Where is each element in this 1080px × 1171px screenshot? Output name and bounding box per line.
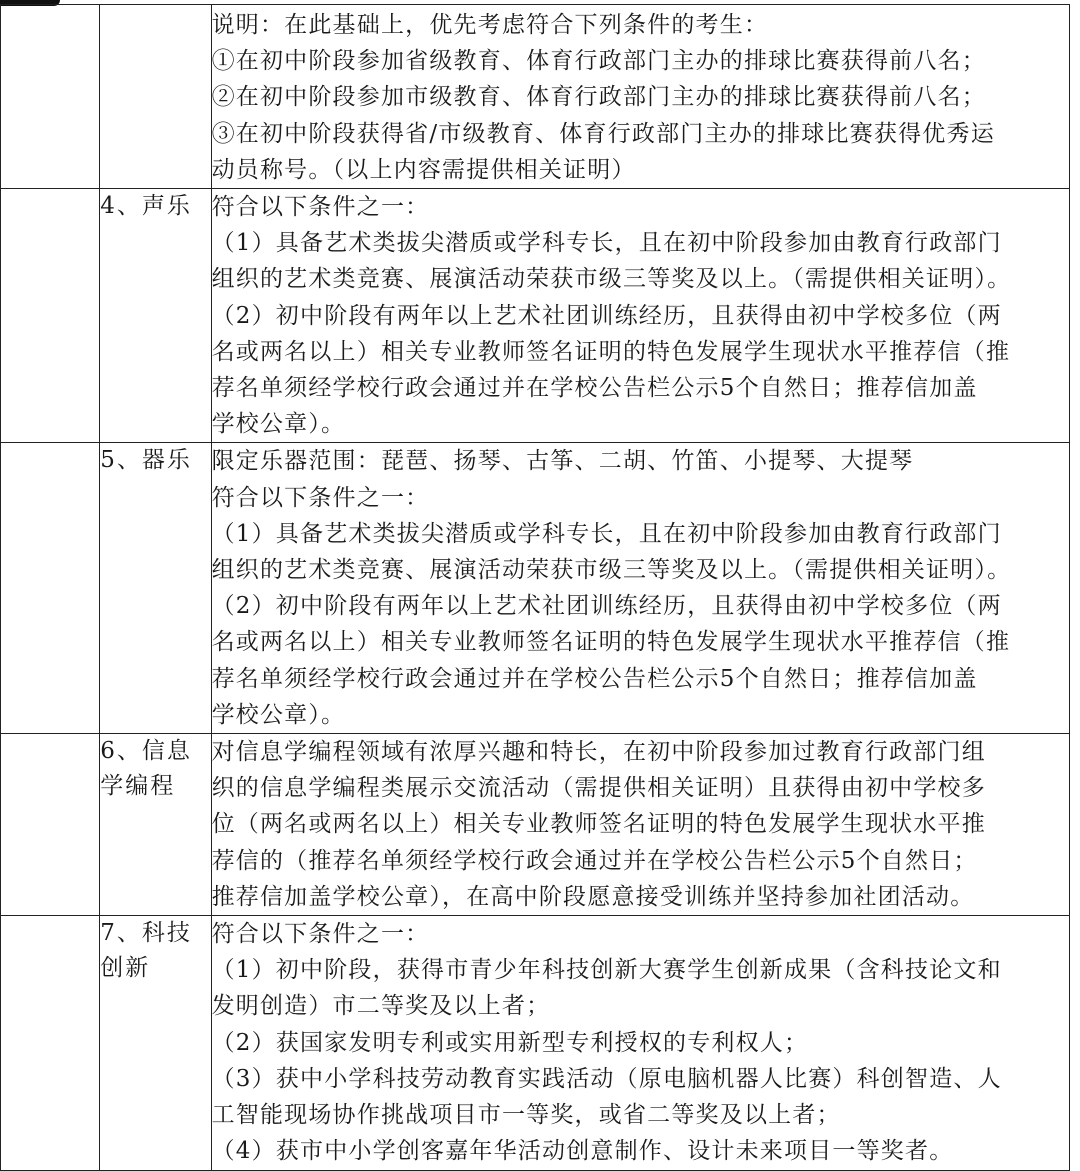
category-cell (100, 916, 211, 1170)
table-row (1, 443, 1070, 734)
criteria-table (0, 4, 1070, 1171)
requirement-line: 名或两名以上）相关专业教师签名证明的特色发展学生现状水平推荐信（推 (211, 338, 1011, 365)
table-row (1, 189, 1070, 443)
category-label: 5、器乐 (100, 447, 192, 474)
requirement-line: 限定乐器范围：琵琶、扬琴、古筝、二胡、竹笛、小提琴、大提琴 (211, 448, 914, 475)
requirement-line: 动员称号。（以上内容需提供相关证明） (211, 156, 636, 183)
requirement-line: 对信息学编程领域有浓厚兴趣和特长，在初中阶段参加过教育行政部门组 (211, 739, 986, 766)
requirement-line: 符合以下条件之一： (211, 484, 430, 511)
requirement-line: ①在初中阶段参加省级教育、体育行政部门主办的排球比赛获得前八名； (211, 48, 986, 75)
category-cell (100, 189, 211, 443)
requirements-cell (211, 443, 1069, 734)
requirements-cell (211, 734, 1069, 916)
category-label: 4、声乐 (100, 193, 192, 220)
table-row (1, 5, 1070, 189)
requirement-line: （4）获市中小学创客嘉年华活动创意制作、设计未来项目一等奖者。 (211, 1138, 954, 1165)
requirement-line: （1）初中阶段，获得市青少年科技创新大赛学生创新成果（含科技论文和 (211, 957, 1002, 984)
category-cell (100, 5, 211, 189)
category-cell (100, 734, 211, 916)
requirement-line: （1）具备艺术类拔尖潜质或学科专长，且在初中阶段参加由教育行政部门 (211, 230, 1002, 257)
blank-column-cell (1, 5, 100, 189)
category-label: 6、信息学编程 (100, 738, 192, 800)
table-row (1, 916, 1070, 1170)
requirement-line: （1）具备艺术类拔尖潜质或学科专长，且在初中阶段参加由教育行政部门 (211, 520, 1002, 547)
blank-column-cell (1, 734, 100, 916)
requirement-line: 组织的艺术类竞赛、展演活动荣获市级三等奖及以上。（需提供相关证明）。 (211, 266, 1012, 293)
requirement-line: 符合以下条件之一： (211, 921, 430, 948)
requirement-line: 名或两名以上）相关专业教师签名证明的特色发展学生现状水平推荐信（推 (211, 629, 1011, 656)
requirement-line: 发明创造）市二等奖及以上者； (211, 993, 551, 1020)
requirement-line: （2）获国家发明专利或实用新型专利授权的专利权人； (211, 1029, 809, 1056)
requirement-line: 位（两名或两名以上）相关专业教师签名证明的特色发展学生现状水平推 (211, 811, 986, 838)
requirements-cell (211, 189, 1069, 443)
requirement-line: 组织的艺术类竞赛、展演活动荣获市级三等奖及以上。（需提供相关证明）。 (211, 557, 1012, 584)
blank-column-cell (1, 443, 100, 734)
category-label: 7、科技创新 (100, 920, 192, 982)
requirement-line: 学校公章）。 (211, 701, 346, 728)
requirement-line: ③在初中阶段获得省/市级教育、体育行政部门主办的排球比赛获得优秀运 (211, 120, 995, 147)
requirements-cell (211, 916, 1069, 1170)
requirement-line: （2）初中阶段有两年以上艺术社团训练经历，且获得由初中学校多位（两 (211, 302, 1002, 329)
table-row (1, 734, 1070, 916)
requirement-line: ②在初中阶段参加市级教育、体育行政部门主办的排球比赛获得前八名； (211, 84, 986, 111)
requirement-line: （3）获中小学科技劳动教育实践活动（原电脑机器人比赛）科创智造、人 (211, 1065, 1002, 1092)
blank-column-cell (1, 189, 100, 443)
requirement-line: 工智能现场协作挑战项目市一等奖，或省二等奖及以上者； (211, 1102, 841, 1129)
requirement-line: 说明：在此基础上，优先考虑符合下列条件的考生： (211, 12, 769, 38)
requirement-line: 荐名单须经学校行政会通过并在学校公告栏公示5个自然日；推荐信加盖 (211, 375, 978, 402)
blank-column-cell (1, 916, 100, 1170)
requirement-line: 学校公章）。 (211, 411, 346, 438)
requirement-line: 荐信的（推荐名单须经学校行政会通过并在学校公告栏公示5个自然日； (211, 847, 978, 874)
requirement-line: 符合以下条件之一： (211, 194, 430, 221)
requirement-line: （2）初中阶段有两年以上艺术社团训练经历，且获得由初中学校多位（两 (211, 593, 1002, 620)
requirement-line: 织的信息学编程类展示交流活动（需提供相关证明）且获得由初中学校多 (211, 775, 986, 802)
category-cell (100, 443, 211, 734)
requirement-line: 推荐信加盖学校公章），在高中阶段愿意接受训练并坚持参加社团活动。 (211, 883, 975, 910)
requirement-line: 荐名单须经学校行政会通过并在学校公告栏公示5个自然日；推荐信加盖 (211, 665, 978, 692)
requirements-cell (211, 5, 1069, 189)
